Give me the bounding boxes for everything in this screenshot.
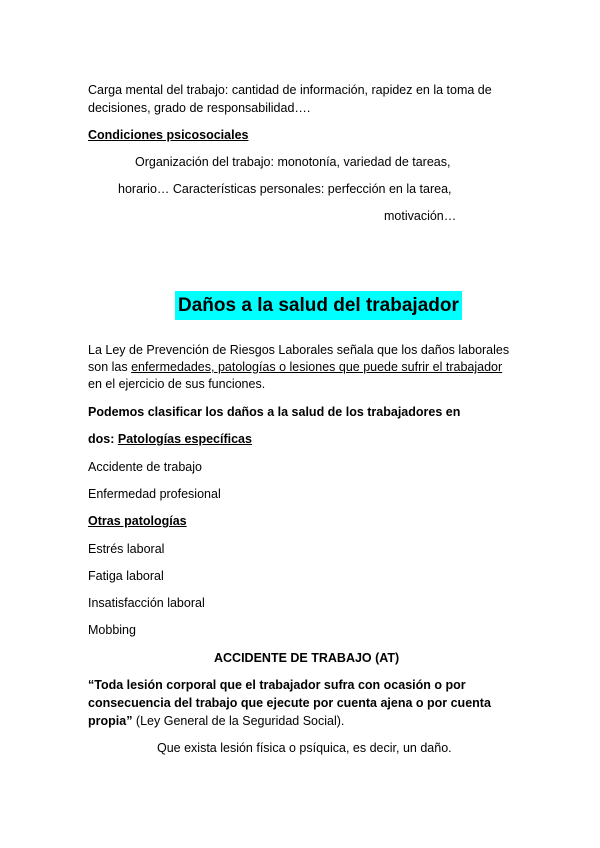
section-title-highlight [175,291,462,320]
condiciones-psicosociales-heading: Condiciones psicosociales [88,128,249,142]
psicosociales-line-1: Organización del trabajo: monotonía, variedad de tareas, [135,155,451,169]
list-item: Mobbing [88,623,136,637]
closing-line: Que exista lesión física o psíquica, es decir, un daño. [157,741,452,755]
psicosociales-line-2: horario… Características personales: perfección en la tarea, [118,182,452,196]
section-title: Daños a la salud del trabajador [178,295,459,316]
carga-mental-line-1: Carga mental del trabajo: cantidad de información, rapidez en la toma de [88,83,492,97]
quote-line-3 [88,713,344,730]
accidente-trabajo-heading: ACCIDENTE DE TRABAJO (AT) [214,651,400,665]
quote-line-3-bold: propia” [88,714,133,728]
intro-line-3: en el ejercicio de sus funciones. [88,377,266,391]
list-item: Insatisfacción laboral [88,596,205,610]
classify-line-2-prefix: dos: [88,432,118,446]
patologias-especificas-heading: Patologías específicas [117,432,252,446]
intro-line-2-underlined: enfermedades, patologías o lesiones que puede sufrir el trabajador [131,360,503,374]
quote-line-1: “Toda lesión corporal que el trabajador sufra con ocasión o por [88,678,466,692]
classify-line-1: Podemos clasificar los daños a la salud de los trabajadores en [88,405,461,419]
list-item: Accidente de trabajo [88,460,202,474]
list-item: Estrés laboral [88,542,165,556]
list-item: Fatiga laboral [88,569,164,583]
carga-mental-line-2: decisiones, grado de responsabilidad…. [88,101,311,115]
classify-line-2 [88,431,252,448]
list-item: Enfermedad profesional [88,487,221,501]
otras-patologias-heading: Otras patologías [88,514,187,528]
quote-line-2: consecuencia del trabajo que ejecute por cuenta ajena o por cuenta [88,696,491,710]
psicosociales-line-3: motivación… [384,209,457,223]
intro-line-2-prefix: son las [88,360,132,374]
intro-line-1: La Ley de Prevención de Riesgos Laborales señala que los daños laborales [88,343,510,357]
quote-source: (Ley General de la Seguridad Social). [132,714,345,728]
intro-line-2 [88,359,502,376]
